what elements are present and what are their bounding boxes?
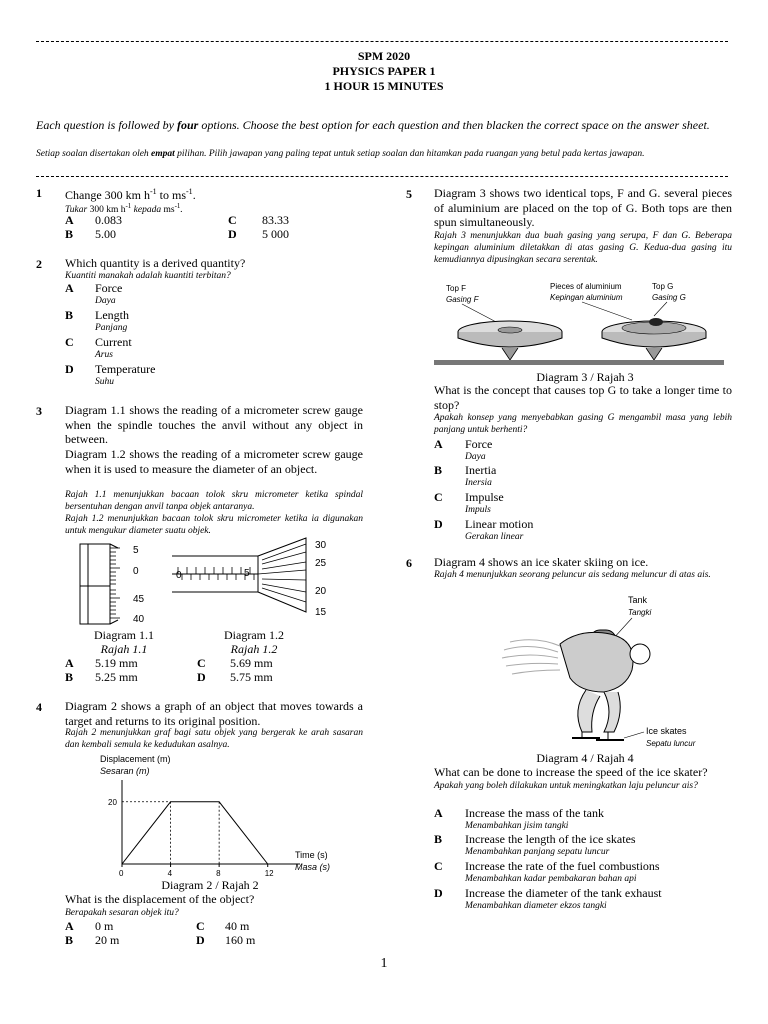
q2-text-my: Kuantiti manakah adalah kuantiti terbitan? xyxy=(65,271,231,281)
option-letter: C xyxy=(434,859,443,873)
option-text: 0 m xyxy=(95,919,114,933)
option-letter: B xyxy=(65,308,74,322)
label-tank: Tank xyxy=(628,595,648,605)
option-subtext: Panjang xyxy=(95,323,128,333)
option-text: 5.69 mm xyxy=(230,656,273,670)
option-text: 83.33 xyxy=(262,213,289,227)
top-f-icon xyxy=(458,321,562,360)
option-letter: C xyxy=(65,335,74,349)
label-pieces-my: Kepingan aluminium xyxy=(550,293,623,302)
option-text: Increase the length of the ice skates xyxy=(465,832,636,846)
option-text: Linear motion xyxy=(465,517,534,531)
x-axis-label: Time (s) xyxy=(295,850,328,860)
scale-label: 20 xyxy=(315,586,327,597)
diagram-caption: Diagram 1.2 xyxy=(224,628,284,642)
q1-text-my: Tukar 300 km $h^{-1}$ kepada $ms^{-1}$. xyxy=(65,202,183,216)
ice-skater-diagram xyxy=(500,592,730,750)
scale-label: 0 xyxy=(133,566,139,577)
q6-text-my: Rajah 4 menunjukkan seorang peluncur ais sedang meluncur di atas ais. xyxy=(434,570,711,580)
diagram-caption: Diagram 4 / Rajah 4 xyxy=(536,751,634,765)
label-ice-skates-my: Sepatu luncur xyxy=(646,739,696,748)
y-tick-label: 20 xyxy=(108,797,117,807)
q5-options xyxy=(434,437,732,545)
option-text: Temperature xyxy=(95,362,156,376)
option-subtext: Inersia xyxy=(465,478,492,488)
micrometer-diagram-1-2 xyxy=(170,536,350,620)
option-letter: A xyxy=(65,919,74,933)
micrometer-diagram-1-1 xyxy=(78,538,158,626)
q6-question: What can be done to increase the speed of the ice skater? xyxy=(434,765,708,779)
scale-label: 40 xyxy=(133,614,145,625)
option-letter: D xyxy=(197,670,206,684)
option-letter: C xyxy=(228,213,237,227)
option-text: 20 m xyxy=(95,933,120,947)
diagram-caption-my: Rajah 1.1 xyxy=(100,642,148,656)
question-number: 2 xyxy=(36,257,42,271)
option-subtext: Menambahkan jisim tangki xyxy=(465,821,569,831)
x-tick-label: 4 xyxy=(167,869,173,878)
q3-text-1: Diagram 1.1 shows the reading of a micrometer screw gauge when the spindle touches the anvil without any object in between. xyxy=(65,403,363,446)
question-number: 6 xyxy=(406,556,412,570)
label-pieces: Pieces of aluminium xyxy=(550,282,622,291)
top-g-icon xyxy=(602,318,706,360)
option-subtext: Menambahkan kadar pembakaran bahan api xyxy=(465,874,637,884)
q3-options xyxy=(65,656,365,686)
option-subtext: Gerakan linear xyxy=(465,532,524,542)
option-text: 5.00 xyxy=(95,227,116,241)
y-axis-label-my: Sesaran (m) xyxy=(100,766,150,776)
option-text: Force xyxy=(465,437,493,451)
q3-text-2: Diagram 1.2 shows the reading of a micrometer screw gauge when it is used to measure the diameter of an object. xyxy=(65,447,363,476)
instructions-divider xyxy=(36,176,728,177)
x-axis-label-my: Masa (s) xyxy=(295,862,331,872)
exam-title: SPM 2020 xyxy=(357,49,411,63)
paper-title: PHYSICS PAPER 1 xyxy=(332,64,436,78)
question-number: 4 xyxy=(36,700,42,714)
option-text: Increase the mass of the tank xyxy=(465,806,604,820)
q6-question-my: Apakah yang boleh dilakukan untuk meningkatkan laju peluncur ais? xyxy=(434,781,698,791)
instructions-my: Setiap soalan disertakan oleh empat pilihan. Pilih jawapan yang paling tepat untuk setiap soalan dan hitamkan pada ruangan yang betul pada kertas jawapan. xyxy=(36,149,645,159)
option-letter: A xyxy=(434,437,443,451)
option-letter: D xyxy=(228,227,237,241)
option-letter: C xyxy=(196,919,205,933)
question-number: 3 xyxy=(36,404,42,418)
q4-question-my: Berapakah sesaran objek itu? xyxy=(65,908,179,918)
option-text: 160 m xyxy=(225,933,256,947)
option-text: 5.25 mm xyxy=(95,670,138,684)
q5-text-my: Rajah 3 menunjukkan dua buah gasing yang serupa, F dan G. Beberapa kepingan aluminium diletakkan di atas gasing G. Kedua-dua gasing itu kemudiannya dipusingkan secara serentak. xyxy=(434,231,732,265)
scale-label: 25 xyxy=(315,558,327,569)
q5-text: Diagram 3 shows two identical tops, F and G. several pieces of aluminium are placed on the top of G. Both tops are then spun simultaneously. xyxy=(434,186,732,229)
option-letter: B xyxy=(65,933,74,947)
option-text: 40 m xyxy=(225,919,250,933)
displacement-line xyxy=(122,802,268,864)
q2-options xyxy=(65,281,325,389)
q1-text: Change 300 km $h^{-1}$ to $ms^{-1}$. xyxy=(65,187,196,202)
x-tick-label: 0 xyxy=(119,869,124,878)
scale-label: 45 xyxy=(133,594,145,605)
question-number: 5 xyxy=(406,187,412,201)
option-text: Increase the diameter of the tank exhaust xyxy=(465,886,662,900)
diagram-caption: Diagram 3 / Rajah 3 xyxy=(536,370,634,384)
option-letter: B xyxy=(65,227,74,241)
q1-options xyxy=(65,213,365,243)
option-letter: D xyxy=(196,933,205,947)
option-subtext: Menambahkan panjang sepatu luncur xyxy=(465,847,610,857)
q5-question-my: Apakah konsep yang menyebabkan gasing G mengambil masa yang lebih panjang untuk berhenti? xyxy=(434,413,732,435)
option-letter: A xyxy=(65,281,74,295)
duration: 1 HOUR 15 MINUTES xyxy=(324,79,444,93)
q6-text: Diagram 4 shows an ice skater skiing on ice. xyxy=(434,555,649,569)
label-top-g: Top G xyxy=(652,282,674,291)
scale-label: 5 xyxy=(244,568,250,579)
scale-label: 5 xyxy=(133,545,139,556)
y-axis-label: Displacement (m) xyxy=(100,754,171,764)
option-letter: D xyxy=(434,517,443,531)
option-letter: B xyxy=(434,463,443,477)
diagram-caption: Diagram 1.1 xyxy=(94,628,154,642)
scale-label: 0 xyxy=(176,570,182,581)
q3-text-my-1: Rajah 1.1 menunjukkan bacaan tolok skru micrometer ketika spindal bersentuhan dengan anvil tanpa objek antaranya. xyxy=(65,490,363,512)
q2-text: Which quantity is a derived quantity? xyxy=(65,256,246,270)
ice-skater-icon xyxy=(560,630,650,740)
option-letter: A xyxy=(65,213,74,227)
option-text: 0.083 xyxy=(95,213,122,227)
option-subtext: Arus xyxy=(95,350,113,360)
option-subtext: Daya xyxy=(465,452,486,462)
option-letter: A xyxy=(65,656,74,670)
option-subtext: Suhu xyxy=(95,377,114,387)
q4-text: Diagram 2 shows a graph of an object that moves towards a target and returns to its original position. xyxy=(65,699,363,728)
x-tick-label: 8 xyxy=(216,869,221,878)
option-text: Length xyxy=(95,308,129,322)
spinning-tops-diagram xyxy=(432,280,732,372)
label-top-f: Top F xyxy=(446,284,467,293)
label-top-f-my: Gasing F xyxy=(446,295,479,304)
q6-options xyxy=(434,806,732,914)
option-letter: B xyxy=(65,670,74,684)
q3-text-my-2: Rajah 1.2 menunjukkan bacaan tolok skru micrometer ketika ia digunakan untuk mengukur diameter suatu objek. xyxy=(65,514,363,536)
option-letter: D xyxy=(434,886,443,900)
scale-label: 30 xyxy=(315,540,327,551)
label-ice-skates: Ice skates xyxy=(646,726,687,736)
top-divider xyxy=(36,41,728,42)
option-subtext: Daya xyxy=(95,296,116,306)
option-subtext: Menambahkan diameter ekzos tangki xyxy=(465,901,607,911)
question-number: 1 xyxy=(36,186,42,200)
option-text: Inertia xyxy=(465,463,497,477)
option-text: Impulse xyxy=(465,490,504,504)
option-subtext: Impuls xyxy=(465,505,491,515)
label-top-g-my: Gasing G xyxy=(652,293,686,302)
instructions-en: Each question is followed by four options. Choose the best option for each question and then blacken the correct space on the answer sheet. xyxy=(36,118,710,132)
option-text: Increase the rate of the fuel combustions xyxy=(465,859,660,873)
scale-label: 15 xyxy=(315,607,327,618)
option-text: 5 000 xyxy=(262,227,289,241)
page-number: 1 xyxy=(380,956,388,971)
option-letter: A xyxy=(434,806,443,820)
q5-question: What is the concept that causes top G to take a longer time to stop? xyxy=(434,383,732,412)
q4-options xyxy=(65,919,365,949)
option-letter: C xyxy=(434,490,443,504)
exhaust-flame-icon xyxy=(502,640,560,674)
option-letter: C xyxy=(197,656,206,670)
diagram-caption: Diagram 2 / Rajah 2 xyxy=(161,878,259,892)
option-text: 5.19 mm xyxy=(95,656,138,670)
diagram-caption-my: Rajah 1.2 xyxy=(230,642,278,656)
option-text: 5.75 mm xyxy=(230,670,273,684)
displacement-time-graph xyxy=(90,750,340,880)
q4-text-my: Rajah 2 menunjukkan graf bagi satu objek yang bergerak ke arah sasaran dan kembali semula ke kedudukan asalnya. xyxy=(65,728,363,750)
option-letter: D xyxy=(65,362,74,376)
option-text: Force xyxy=(95,281,123,295)
x-tick-label: 12 xyxy=(264,869,274,878)
label-tank-my: Tangki xyxy=(628,608,652,617)
table-surface xyxy=(434,360,724,365)
q4-question: What is the displacement of the object? xyxy=(65,892,255,906)
option-text: Current xyxy=(95,335,132,349)
option-letter: B xyxy=(434,832,443,846)
